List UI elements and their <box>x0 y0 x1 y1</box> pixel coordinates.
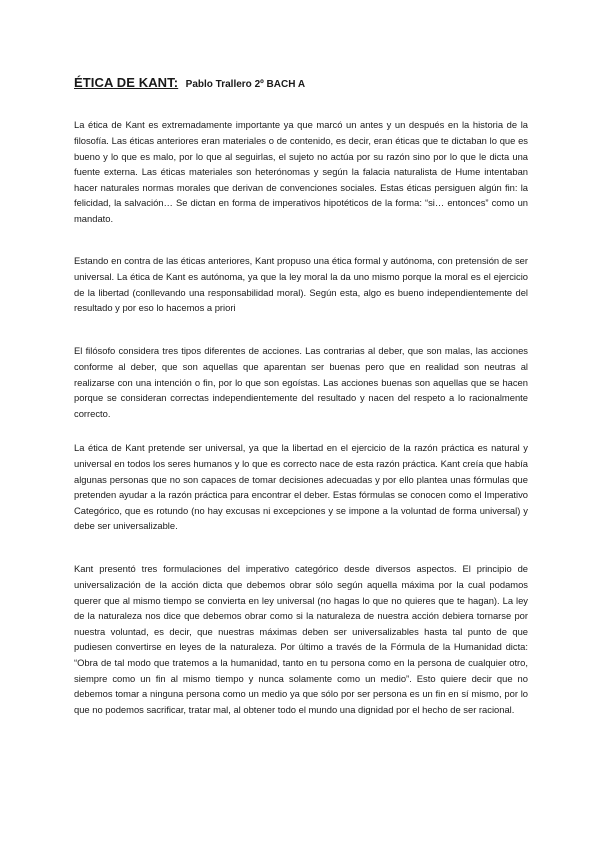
paragraph-introduction: La ética de Kant es extremadamente importante ya que marcó un antes y un después en la historia de la filosofía. Las éticas anteriores eran materiales o de contenido, es decir, eran éticas que te dictaban lo que es bueno y lo que es malo, por lo que al seguirlas, el sujeto no actúa por su razón sino por lo que le dicta una fuente externa. Las éticas materiales son heterónomas y según la falacia naturalista de Hume intentaban hacer naturales normas morales que derivan de convenciones sociales. Estas éticas persiguen algún fin: la felicidad, la salvación… Se dictan en forma de imperativos hipotéticos de la forma: “si… entonces” como un mandato. <box>74 119 528 224</box>
document-title: ÉTICA DE KANT: <box>74 75 179 90</box>
paragraph-formal-ethics: Estando en contra de las éticas anteriores, Kant propuso una ética formal y autónoma, con pretensión de ser universal. La ética de Kant es autónoma, ya que la ley moral la da uno mismo porque la moral es el ejercicio de la libertad (conllevando una responsabilidad moral). Según esta, algo es bueno independientemente del resultado y por eso lo hacemos a priori <box>74 255 528 314</box>
paragraph-formulations: Kant presentó tres formulaciones del imperativo categórico desde diversos aspectos. El principio de universalización de la acción dicta que debemos obrar sólo según aquella máxima por la cual podamos querer que al mismo tiempo se convierta en ley universal (no hagas lo que no quieres que te hagan). La ley de la naturaleza nos dice que debemos obrar como si la naturaleza de nuestra acción debiera tornarse por nuestra voluntad, es decir, que nuestras máximas deben ser universalizables hasta tal punto de que pudiesen convertirse en leyes de la naturaleza. Por último a través de la Fórmula de la Humanidad dicta: “Obra de tal modo que tratemos a la humanidad, tanto en tu persona como en la persona de cualquier otro, siempre como un fin al mismo tiempo y nunca solamente como un medio”. Esto quiere decir que no debemos tomar a ninguna persona como un medio ya que sólo por ser persona es un fin en sí mismo, por lo que no podemos sacrificar, tratar mal, al obtener todo el mundo una dignidad por el hecho de ser racional. <box>74 563 528 715</box>
paragraph-types-of-actions: El filósofo considera tres tipos diferentes de acciones. Las contrarias al deber, que son malas, las acciones conforme al deber, que son aquellas que aparentan ser buenas pero que en realidad son neutras al realizarse con una intención o fin, por lo que son egoístas. Las acciones buenas son aquellas que se hacen porque se consideran correctas independientemente del resultado y nacen del respeto a lo racionalmente correcto. <box>74 345 528 419</box>
paragraph-categorical-imperative: La ética de Kant pretende ser universal, ya que la libertad en el ejercicio de la razón práctica es natural y universal en todos los seres humanos y lo que es correcto nace de esta razón práctica. Kant creía que había algunas personas que no son capaces de tomar decisiones adecuadas y por ello plantea unas fórmulas que pretenden ayudar a la razón práctica para encontrar el deber. Estas fórmulas se conocen como el Imperativo Categórico, que es rotundo (no hay excusas ni excepciones y se impone a la voluntad de forma universal) y debe ser universalizable. <box>74 442 528 532</box>
document-header <box>74 74 305 92</box>
document-author: Pablo Trallero 2º BACH A <box>185 79 306 90</box>
